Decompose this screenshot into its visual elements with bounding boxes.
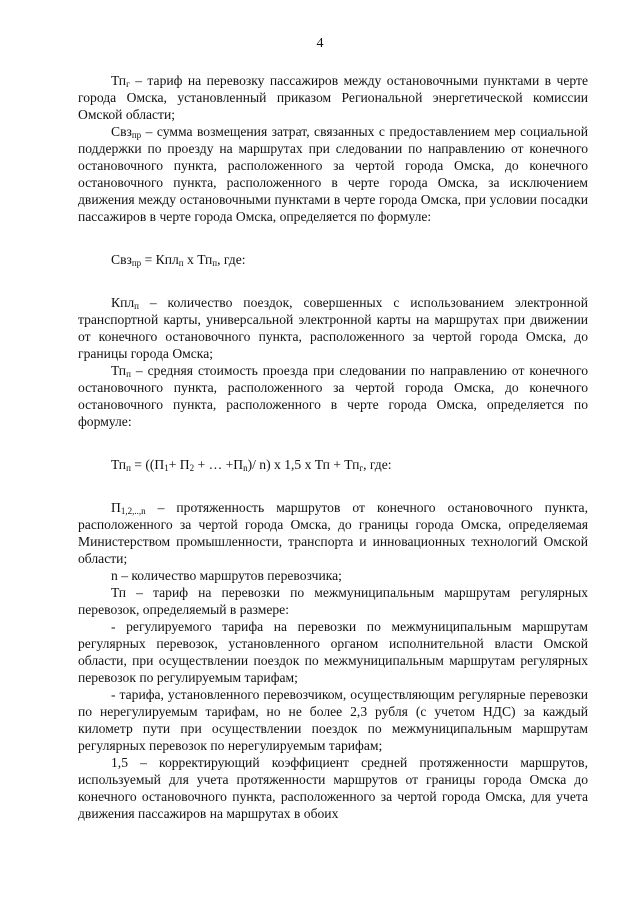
paragraph-svz: Свз$_{пр}$ – сумма возмещения затрат, связанных с предоставлением мер социальной поддержки по проезду на маршрутах при следовании по направлению от конечного остановочного пункта, расположенного за чертой города Омска, до конечного остановочного пункта, расположенного в черте города Омска, за исключением движения между остановочными пунктами в черте города Омска, при условии посадки пассажиров в черте города Омска, определяется по формуле: (78, 124, 588, 224)
document-body (78, 72, 588, 822)
paragraph-coefficient: 1,5 – корректирующий коэффициент средней протяженности маршрутов, используемый для учета протяженности маршрутов от границы города Омска до конечного остановочного пункта, расположенного за чертой города Омска, для учета движения пассажиров на маршрутах в обоих (78, 755, 588, 821)
paragraph-tpg: $Тп_г$ – тариф на перевозку пассажиров между остановочными пунктами в черте города Омска, установленный приказом Региональной энергетической комиссии Омской области; (78, 73, 588, 122)
paragraph-p12n: $П_{1,2,..,n}$ – протяженность маршрутов от конечного остановочного пункта, расположенного за чертой города Омска, до границы города Омска, определяемая Министерством промышленности, транспорта и инновационных технологий Омской области; (78, 500, 588, 566)
paragraph-n: n – количество маршрутов перевозчика; (111, 568, 342, 583)
bullet-carrier-tariff: - тарифа, установленного перевозчиком, осуществляющим регулярные перевозки по нерегулируемым тарифам, но не более 2,3 рубля (с учетом НДС) за каждый километр пути при осуществлении поездок по межмуниципальным маршрутам регулярных перевозок по нерегулируемым тарифам; (78, 687, 588, 753)
paragraph-kpl: Кпл$_п$ – количество поездок, совершенных с использованием электронной транспортной карты, универсальной электронной карты на маршрутах при движении от конечного остановочного пункта, расположенного за чертой города Омска, до границы города Омска; (78, 295, 588, 361)
paragraph-tp: Тп – тариф на перевозки по межмуниципальным маршрутам регулярных перевозок, определяемый в размере: (78, 585, 588, 617)
paragraph-tpp: $Тп_п$ – средняя стоимость проезда при следовании по направлению от конечного остановочного пункта, расположенного за чертой города Омска, до конечного остановочного пункта, расположенного в черте города Омска, определяется по формуле: (78, 363, 588, 429)
formula-tpp: $Тп_п = ((П_1+ П_2$ + … $+П_n)/$ n) х 1,5 х Тп + $Тп_г$, где: (111, 457, 392, 473)
page-number: 4 (316, 36, 324, 51)
formula-svz: Свз$_{пр}$ = Кпл$_п$ х $Тп_п$, где: (111, 252, 246, 268)
bullet-regulated-tariff: - регулируемого тарифа на перевозки по межмуниципальным маршрутам регулярных перевозок, установленного органом исполнительной власти Омской области, при осуществлении поездок по межмуниципальным маршрутам регулярных перевозок по регулируемым тарифам; (78, 619, 588, 685)
